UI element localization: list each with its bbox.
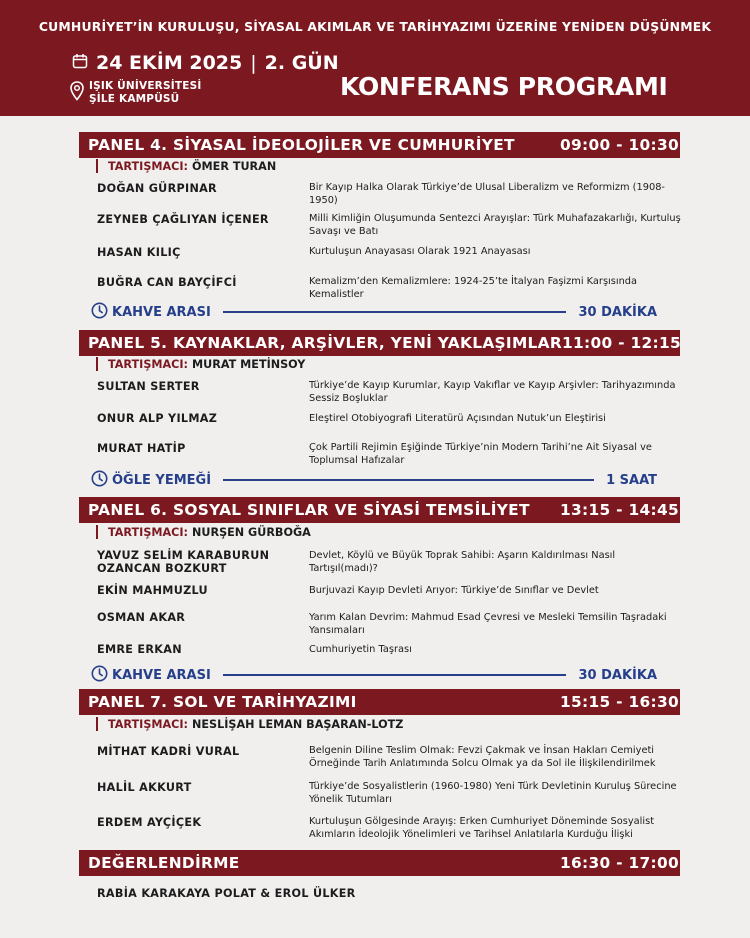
discussant-label: TARTIŞMACI:	[108, 159, 189, 173]
speaker-name: SULTAN SERTER	[97, 380, 200, 393]
talk-title: Türkiye’de Kayıp Kurumlar, Kayıp Vakıflar ve Kayıp Arşivler: Tarihyazımında Sessiz Boşluklar	[309, 380, 676, 404]
panel-title: PANEL 6. SOSYAL SINIFLAR VE SİYASİ TEMSİLİYET	[88, 501, 530, 519]
discussant-label: TARTIŞMACI:	[108, 717, 189, 731]
speaker-name: OZANCAN BOZKURT	[97, 562, 227, 575]
discussant-label: TARTIŞMACI:	[108, 357, 189, 371]
clock-icon	[91, 470, 112, 491]
speaker-name: ZEYNEB ÇAĞLIYAN İÇENER	[97, 213, 269, 226]
date-line	[72, 52, 339, 74]
speaker-name: ERDEM AYÇİÇEK	[97, 816, 202, 829]
panel-time: 11:00 - 12:15	[562, 334, 682, 352]
closing-speakers: RABİA KARAKAYA POLAT & EROL ÜLKER	[97, 887, 356, 900]
talk-title: Eleştirel Otobiyografi Literatürü Açısından Nutuk’un Eleştirisi	[309, 413, 606, 424]
panel-header	[79, 497, 680, 523]
discussant-row	[96, 525, 311, 539]
speaker-name: DOĞAN GÜRPINAR	[97, 182, 217, 195]
break-duration: 1 SAAT	[606, 472, 657, 488]
panel-time: 09:00 - 10:30	[560, 136, 679, 154]
discussant-name: ÖMER TURAN	[192, 159, 277, 173]
break-label: KAHVE ARASI	[112, 667, 211, 683]
talk-title: Burjuvazi Kayıp Devleti Arıyor: Türkiye’de Sınıflar ve Devlet	[309, 585, 599, 596]
break-row	[91, 303, 657, 321]
discussant-marker	[96, 717, 98, 731]
header-banner	[0, 0, 750, 116]
speaker-name: EMRE ERKAN	[97, 643, 182, 656]
discussant-marker	[96, 159, 98, 173]
location-pin-icon	[70, 80, 89, 105]
speaker-name: EKİN MAHMUZLU	[97, 584, 208, 597]
location-university: IŞIK ÜNİVERSİTESİ	[89, 80, 202, 92]
break-label: ÖĞLE YEMEĞİ	[112, 472, 212, 488]
talk-title: Kurtuluşun Anayasası Olarak 1921 Anayasası	[309, 246, 531, 257]
break-divider	[223, 311, 567, 313]
talk-title: Yarım Kalan Devrim: Mahmud Esad Çevresi ve Mesleki Temsilin Taşradaki Yansımaları	[309, 612, 667, 636]
discussant-marker	[96, 357, 98, 371]
speaker-name: OSMAN AKAR	[97, 611, 186, 624]
clock-icon	[91, 302, 112, 323]
date-separator: |	[250, 52, 257, 74]
discussant-row	[96, 717, 403, 731]
break-duration: 30 DAKİKA	[578, 667, 657, 683]
break-row	[91, 471, 657, 489]
talk-title: Türkiye’de Sosyalistlerin (1960-1980) Yeni Türk Devletinin Kuruluş Sürecine Yönelik Tutumları	[309, 781, 677, 805]
panel-time: 15:15 - 16:30	[560, 693, 679, 711]
talk-title: Belgenin Diline Teslim Olmak: Fevzi Çakmak ve İnsan Hakları Cemiyeti Örneğinde Tarih Anlatımında Solcu Olmak ya da Sol ile İlişkilendirilmek	[309, 745, 656, 769]
talk-title: Milli Kimliğin Oluşumunda Sentezci Arayışlar: Türk Muhafazakarlığı, Kurtuluş Savaşı ve Batı	[309, 213, 681, 237]
location	[70, 80, 201, 106]
location-campus: ŞİLE KAMPÜSÜ	[89, 93, 180, 105]
discussant-row	[96, 159, 276, 173]
closing-header	[79, 850, 680, 876]
event-day: 2. GÜN	[264, 52, 339, 74]
speaker-name: HASAN KILIÇ	[97, 246, 181, 259]
speaker-name: ONUR ALP YILMAZ	[97, 412, 218, 425]
discussant-name: MURAT METİNSOY	[192, 357, 306, 371]
clock-icon	[91, 665, 112, 686]
talk-title: Çok Partili Rejimin Eşiğinde Türkiye’nin Modern Tarihi’ne Ait Siyasal ve Toplumsal Hafızalar	[309, 442, 652, 466]
talk-title: Kurtuluşun Gölgesinde Arayış: Erken Cumhuriyet Döneminde Sosyalist Akımların İdeolojik Yönelimleri ve Tarihsel Anlatılarla Kurduğu İlişki	[309, 816, 655, 840]
break-row	[91, 666, 657, 684]
talk-title: Kemalizm’den Kemalizmlere: 1924-25’te İtalyan Faşizmi Karşısında Kemalistler	[309, 276, 638, 300]
discussant-name: NESLİŞAH LEMAN BAŞARAN-LOTZ	[192, 717, 404, 731]
break-label: KAHVE ARASI	[112, 304, 211, 320]
speaker-name: HALİL AKKURT	[97, 781, 192, 794]
discussant-name: NURŞEN GÜRBOĞA	[192, 525, 311, 539]
talk-title: Cumhuriyetin Taşrası	[309, 644, 412, 655]
panel-header	[79, 689, 680, 715]
conference-title: CUMHURİYET’İN KURULUŞU, SİYASAL AKIMLAR VE TARİHYAZIMI ÜZERİNE YENİDEN DÜŞÜNMEK	[38, 19, 712, 34]
speaker-name: MURAT HATİP	[97, 442, 186, 455]
break-divider	[223, 674, 567, 676]
panel-time: 13:15 - 14:45	[560, 501, 679, 519]
break-duration: 30 DAKİKA	[578, 304, 657, 320]
calendar-icon	[72, 52, 96, 74]
talk-title: Bir Kayıp Halka Olarak Türkiye’de Ulusal Liberalizm ve Reformizm (1908-1950)	[309, 182, 665, 206]
program-heading: KONFERANS PROGRAMI	[340, 72, 668, 101]
discussant-label: TARTIŞMACI:	[108, 525, 189, 539]
panel-title: PANEL 7. SOL VE TARİHYAZIMI	[88, 693, 357, 711]
panel-title: PANEL 4. SİYASAL İDEOLOJİLER VE CUMHURİYET	[88, 136, 515, 154]
discussant-marker	[96, 525, 98, 539]
closing-title: DEĞERLENDİRME	[88, 854, 240, 872]
closing-time: 16:30 - 17:00	[560, 854, 679, 872]
panel-header	[79, 330, 680, 356]
speaker-name: YAVUZ SELİM KARABURUN	[97, 549, 270, 562]
speaker-name: MİTHAT KADRİ VURAL	[97, 745, 240, 758]
panel-header	[79, 132, 680, 158]
panel-title: PANEL 5. KAYNAKLAR, ARŞİVLER, YENİ YAKLAŞIMLAR	[88, 334, 563, 352]
discussant-row	[96, 357, 305, 371]
event-date: 24 EKİM 2025	[96, 52, 243, 74]
break-divider	[223, 479, 594, 481]
speaker-name: BUĞRA CAN BAYÇİFCİ	[97, 276, 237, 289]
talk-title: Devlet, Köylü ve Büyük Toprak Sahibi: Aşarın Kaldırılması Nasıl Tartışıl(madı)?	[309, 550, 616, 574]
